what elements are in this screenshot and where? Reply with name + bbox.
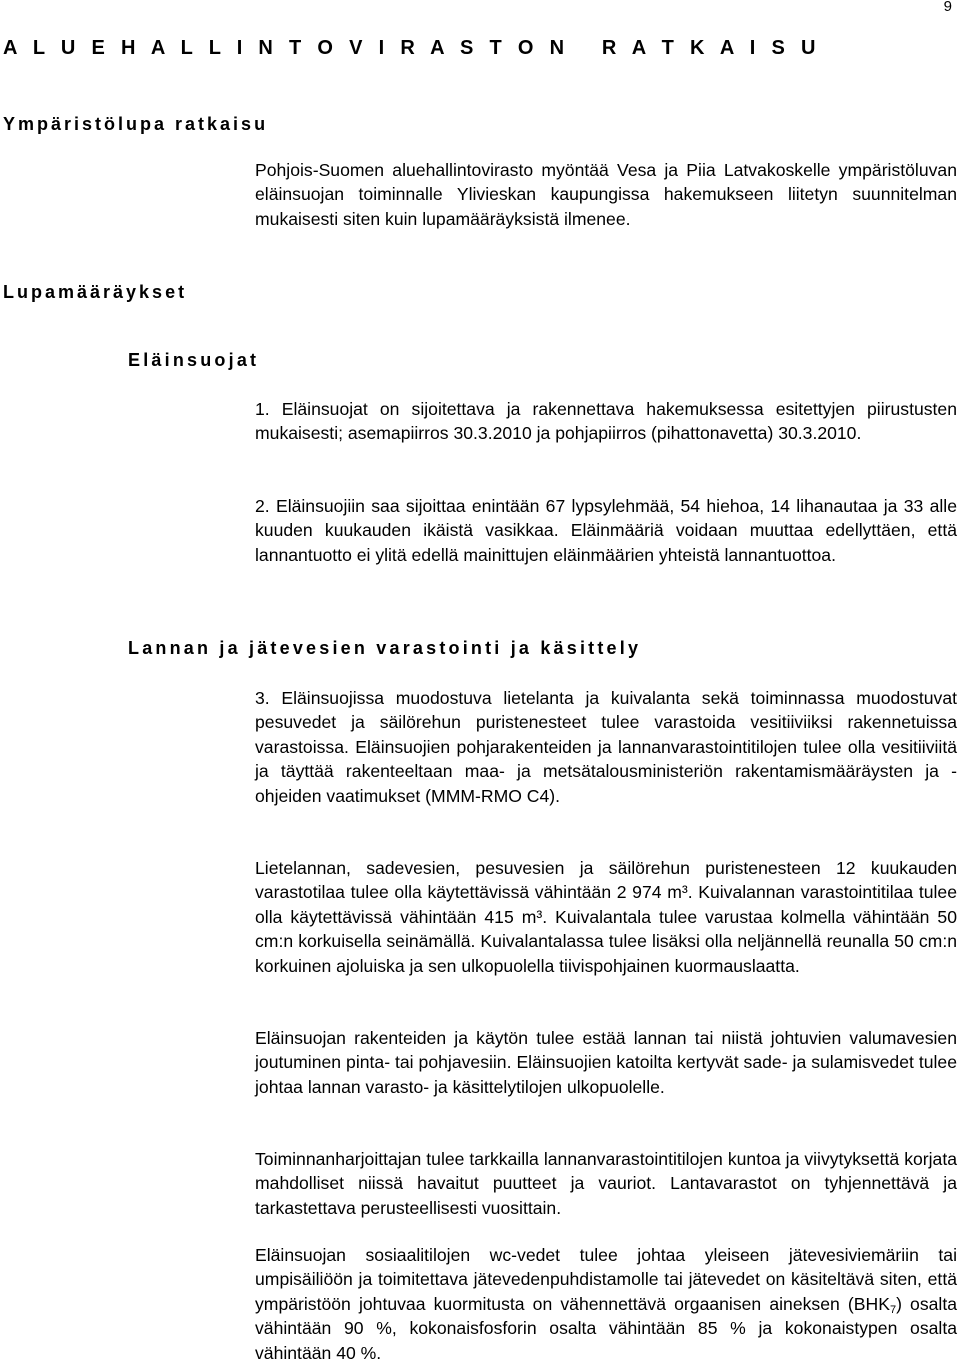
heading-lannan-varastointi: Lannan ja jätevesien varastointi ja käsittely [128, 638, 642, 658]
paragraph-ymparistolupa: Pohjois-Suomen aluehallintovirasto myöntää Vesa ja Piia Latvakoskelle ympäristöluvan eläinsuojan toiminnalle Ylivieskan kaupungissa hakemukseen liitetyn suunnitelman mukaisesti siten kuin lupamääräyksistä ilmenee. [255, 160, 957, 229]
paragraph-3: 3. Eläinsuojissa muodostuva lietelanta ja kuivalanta sekä toiminnassa muodostuvat pesuvedet ja säilörehun puristenesteet tulee varastoida vesitiiviiksi rakennetuissa varastoissa. Eläinsuojien pohjarakenteiden ja lannanvarastointitilojen tulee olla vesitiiviitä ja täyttää rakenteeltaan maa- ja metsätalousministeriön rakentamismääräysten ja -ohjeiden vaatimukset (MMM-RMO C4). [255, 688, 957, 806]
paragraph-7-part-1: Eläinsuojan sosiaalitilojen wc-vedet tulee johtaa yleiseen jätevesiviemäriin tai umpisäiliöön ja toimitettava jätevedenpuhdistamolle tai jätevedet on käsiteltävä siten, että ympäristöön johtuvaa kuormitusta on vähennettävä orgaanisen aineksen (BHK [255, 1245, 957, 1314]
bhk-subscript: 7 [889, 1303, 897, 1316]
paragraph-6: Toiminnanharjoittajan tulee tarkkailla lannanvarastointitilojen kuntoa ja viivytyksettä korjata mahdolliset niissä havaitut puutteet ja vauriot. Lantavarastot on tyhjennettävä ja tarkastettava perusteellisesti vuosittain. [255, 1149, 957, 1218]
heading-lupamaaraykset: Lupamääräykset [3, 282, 188, 302]
paragraph-7 [255, 1243, 957, 1365]
page-title: A L U E H A L L I N T O V I R A S T O N R A T K A I S U [3, 37, 821, 59]
paragraph-7-part-2: ) osalta vähintään 90 %, kokonaisfosforin osalta vähintään 85 % ja kokonaistypen osalta vähintään 40 %. [255, 1293, 957, 1363]
paragraph-5: Eläinsuojan rakenteiden ja käytön tulee estää lannan tai niistä johtuvien valumavesien joutuminen pinta- tai pohjavesiin. Eläinsuojien katoilta kertyvät sade- ja sulamisvedet tulee johtaa lannan varasto- ja käsittelytilojen ulkopuolelle. [255, 1028, 957, 1097]
paragraph-2: 2. Eläinsuojiin saa sijoittaa enintään 67 lypsylehmää, 54 hiehoa, 14 lihanautaa ja 33 alle kuuden kuukauden ikäistä vasikkaa. Eläinmääriä voidaan muuttaa edellyttäen, että lannantuotto ei ylitä edellä mainittujen eläinmäärien yhteistä lannantuottoa. [255, 496, 957, 565]
paragraph-1: 1. Eläinsuojat on sijoitettava ja rakennettava hakemuksessa esitettyjen piirustusten mukaisesti; asemapiirros 30.3.2010 ja pohjapiirros (pihattonavetta) 30.3.2010. [255, 399, 957, 444]
paragraph-4: Lietelannan, sadevesien, pesuvesien ja säilörehun puristenesteen 12 kuukauden varastotilaa tulee olla käytettävissä vähintään 2 974 m³. Kuivalannan varastointitilaa tulee olla käytettävissä vähintään 415 m³. Kuivalantala tulee varustaa kolmella vähintään 50 cm:n korkuisella seinämällä. Kuivalantalassa tulee lisäksi olla neljännellä reunalla 50 cm:n korkuinen ajoluiska ja sen ulkopuolella tiivispohjainen kuormauslaatta. [255, 858, 957, 976]
heading-elainsuojat: Eläinsuojat [128, 350, 260, 370]
heading-ymparistolupa: Ympäristölupa ratkaisu [3, 114, 269, 134]
page-number: 9 [943, 0, 952, 15]
